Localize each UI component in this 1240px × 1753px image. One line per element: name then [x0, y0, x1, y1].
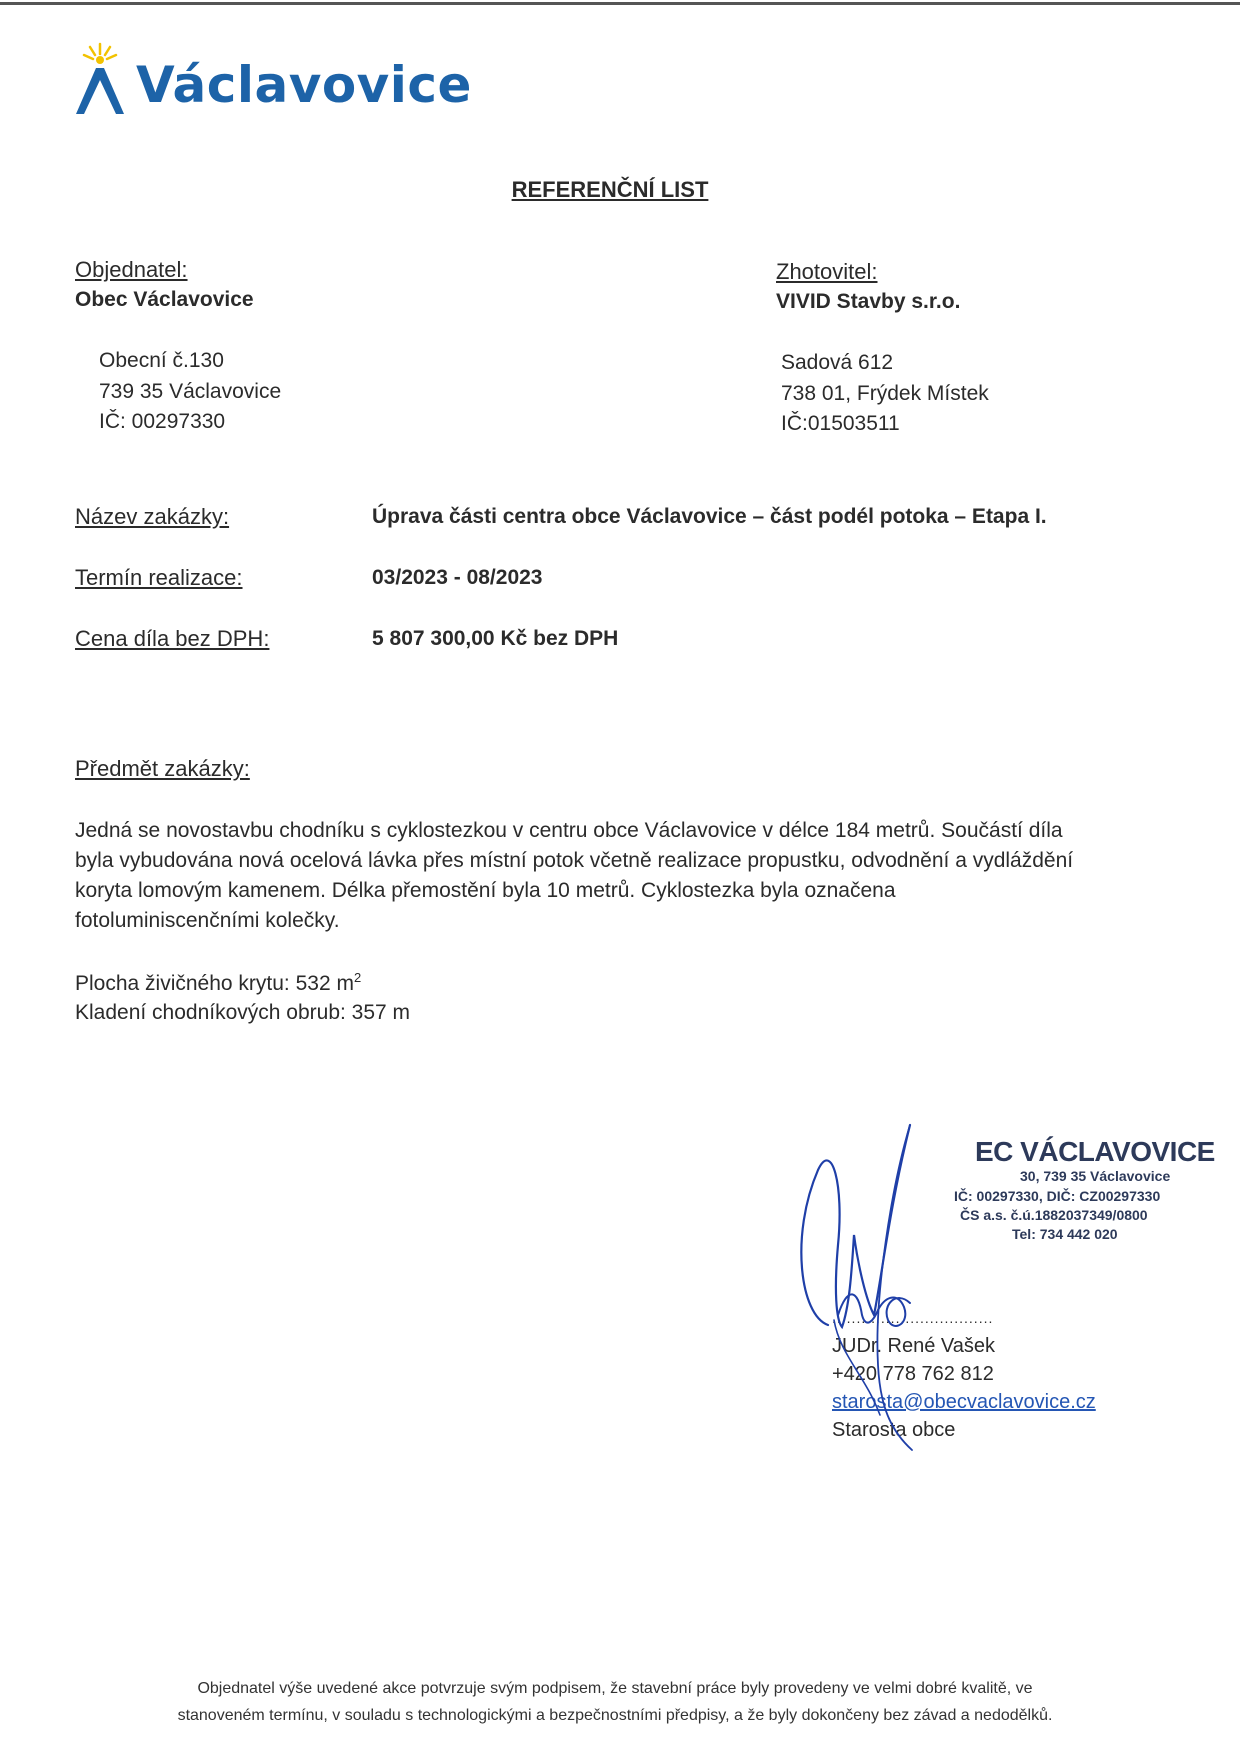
signer-name: JUDr. René Vašek	[832, 1335, 996, 1357]
stamp-phone: Tel: 734 442 020	[1012, 1226, 1118, 1242]
area-metric	[75, 970, 361, 996]
subject-line: koryta lomovým kamenem. Délka přemostění byla 10 metrů. Cyklostezka byla označena	[75, 879, 896, 902]
curbs-metric: Kladení chodníkových obrub: 357 m	[75, 1001, 411, 1024]
client-address-line: Obecní č.130	[99, 349, 224, 372]
contract-name-value: Úprava části centra obce Václavovice – část podél potoka – Etapa I.	[372, 505, 1047, 528]
term-value: 03/2023 - 08/2023	[372, 566, 543, 589]
handwritten-signature	[770, 1115, 970, 1455]
term-label: Termín realizace:	[75, 565, 243, 590]
area-text: Plocha živičného krytu: 532 m	[75, 972, 354, 995]
price-value: 5 807 300,00 Kč bez DPH	[372, 627, 619, 650]
area-unit-exponent: 2	[353, 970, 362, 985]
signer-phone: +420 778 762 812	[832, 1363, 994, 1385]
stamp-bank: ČS a.s. č.ú.1882037349/0800	[960, 1207, 1148, 1223]
footer-line: stanoveném termínu, v souladu s technologickými a bezpečnostními předpisy, a že byly dokončeny bez závad a nedodělků.	[177, 1707, 1053, 1724]
stamp-ids: IČ: 00297330, DIČ: CZ00297330	[954, 1188, 1161, 1204]
stamp-title: EC VÁCLAVOVICE	[975, 1136, 1215, 1167]
client-id: IČ: 00297330	[99, 410, 226, 433]
signer-email-link[interactable]: starosta@obecvaclavovice.cz	[832, 1391, 1096, 1413]
scan-top-edge	[0, 2, 1240, 5]
signature-line: .................................	[832, 1310, 994, 1326]
subject-line: byla vybudována nová ocelová lávka přes místní potok včetně realizace propustku, odvodnění a vydláždění	[75, 849, 1074, 872]
contractor-id: IČ:01503511	[781, 412, 900, 435]
subject-label: Předmět zakázky:	[75, 756, 250, 781]
footer-line: Objednatel výše uvedené akce potvrzuje svým podpisem, že stavební práce byly provedeny ve velmi dobré kvalitě, ve	[197, 1680, 1033, 1697]
document-title: REFERENČNÍ LIST	[511, 177, 709, 202]
price-label: Cena díla bez DPH:	[75, 626, 270, 651]
stamp-address: 30, 739 35 Václavovice	[1020, 1168, 1171, 1184]
contractor-name: VIVID Stavby s.r.o.	[776, 290, 961, 313]
client-address-line: 739 35 Václavovice	[99, 380, 282, 403]
sun-chevron-icon	[72, 42, 128, 116]
contractor-address-line: 738 01, Frýdek Místek	[781, 382, 989, 405]
client-name: Obec Václavovice	[75, 288, 254, 311]
contractor-address-line: Sadová 612	[781, 351, 894, 374]
contractor-label: Zhotovitel:	[776, 259, 878, 284]
subject-line: fotoluminiscenčními kolečky.	[75, 909, 340, 932]
footer-confirmation	[60, 1675, 1170, 1729]
logo-text: Václavovice	[136, 56, 472, 114]
client-label: Objednatel:	[75, 257, 188, 282]
signer-role: Starosta obce	[832, 1419, 956, 1441]
subject-paragraph	[75, 816, 1175, 936]
contract-name-label: Název zakázky:	[75, 504, 230, 529]
subject-line: Jedná se novostavbu chodníku s cyklostezkou v centru obce Václavovice v délce 184 metrů. Součástí díla	[75, 819, 1063, 842]
